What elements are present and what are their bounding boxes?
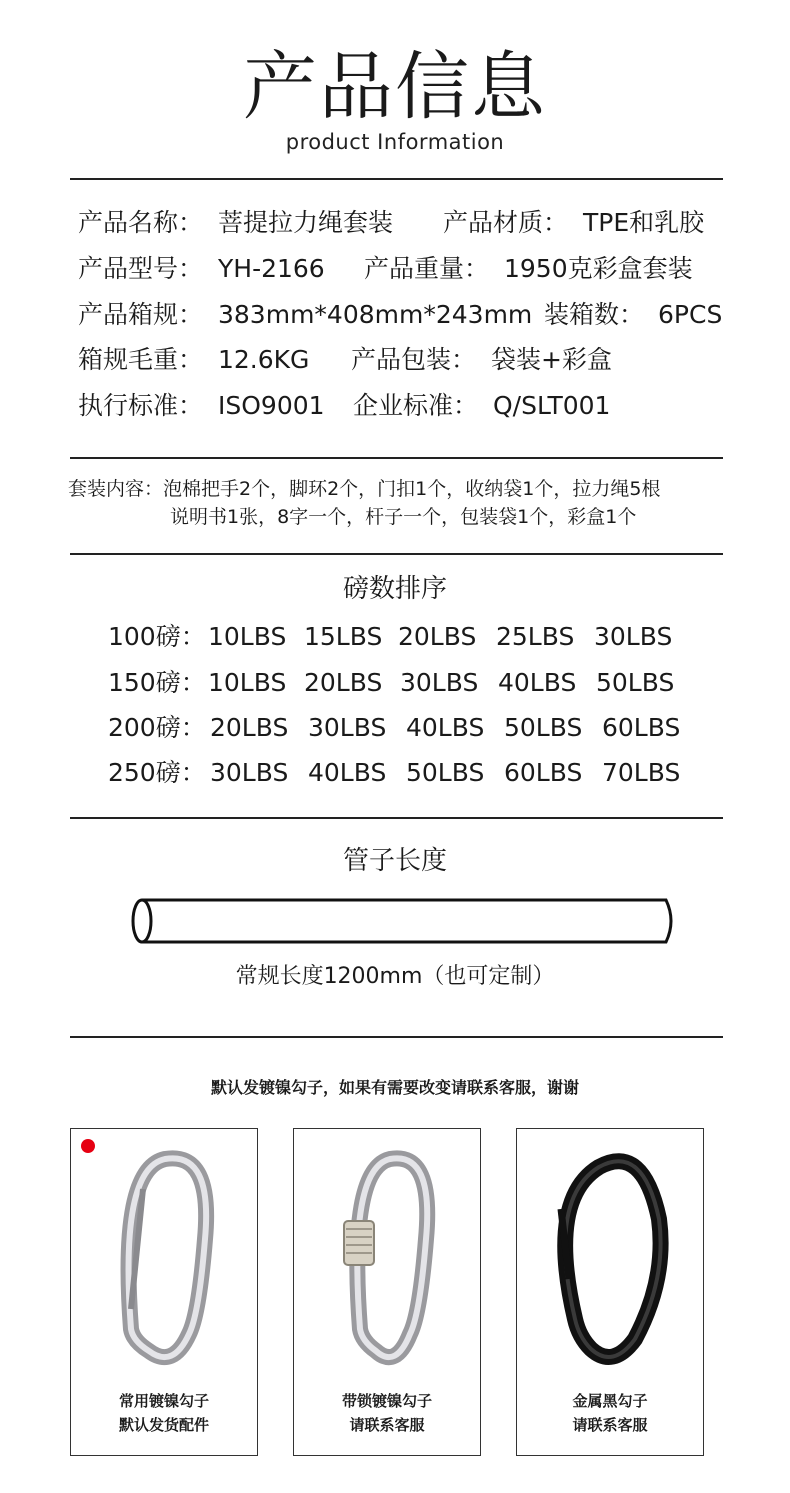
hook-name-line2: 请联系客服 <box>572 1416 648 1434</box>
weight-value: 20LBS <box>210 713 289 742</box>
hook-name-line1: 常用镀镍勾子 <box>118 1392 209 1410</box>
info-label: 箱规毛重： <box>78 345 204 374</box>
info-label: 产品包装： <box>351 345 477 374</box>
silver-carabiner-icon <box>71 1129 259 1379</box>
info-value: 菩提拉力绳套装 <box>218 208 394 237</box>
divider <box>70 457 723 459</box>
weight-label: 100磅： <box>108 622 206 651</box>
weight-value: 10LBS <box>208 622 287 651</box>
hook-card-locking[interactable] <box>293 1128 481 1456</box>
weight-value: 30LBS <box>308 713 387 742</box>
hook-name-line1: 金属黑勾子 <box>572 1392 648 1410</box>
weight-value: 50LBS <box>596 668 675 697</box>
weight-value: 50LBS <box>504 713 583 742</box>
weight-label: 250磅： <box>108 758 206 787</box>
weight-value: 50LBS <box>406 758 485 787</box>
weight-value: 20LBS <box>398 622 477 651</box>
info-value: TPE和乳胶 <box>583 208 705 237</box>
hook-name-line2: 默认发货配件 <box>118 1416 209 1434</box>
black-carabiner-icon <box>517 1129 705 1379</box>
weight-value: 10LBS <box>208 668 287 697</box>
page-title: 产品信息 <box>243 44 547 130</box>
info-value: 12.6KG <box>218 345 310 374</box>
info-value: 6PCS <box>658 300 723 329</box>
info-label: 产品名称： <box>78 208 204 237</box>
info-label: 装箱数： <box>544 300 645 329</box>
weight-value: 30LBS <box>594 622 673 651</box>
kit-contents-line2: 说明书1张，8字一个，杆子一个，包装袋1个，彩盒1个 <box>170 506 637 528</box>
info-value: Q/SLT001 <box>493 391 611 420</box>
weight-label: 200磅： <box>108 713 206 742</box>
hook-name-line2: 请联系客服 <box>349 1416 425 1434</box>
weight-value: 40LBS <box>406 713 485 742</box>
tube-title: 管子长度 <box>342 846 447 876</box>
divider <box>70 1036 723 1038</box>
info-value: 1950克彩盒套装 <box>504 254 693 283</box>
weight-value: 70LBS <box>602 758 681 787</box>
info-value: YH-2166 <box>218 254 325 283</box>
info-label: 产品箱规： <box>78 300 204 329</box>
tube-illustration <box>128 896 680 946</box>
locking-carabiner-icon <box>294 1129 482 1379</box>
hook-note: 默认发镀镍勾子，如果有需要改变请联系客服，谢谢 <box>210 1078 579 1097</box>
info-label: 产品重量： <box>364 254 490 283</box>
divider <box>70 178 723 180</box>
weight-value: 20LBS <box>304 668 383 697</box>
info-label: 产品材质： <box>443 208 569 237</box>
hook-name-line1: 带锁镀镍勾子 <box>341 1392 432 1410</box>
weight-value: 40LBS <box>308 758 387 787</box>
info-value: ISO9001 <box>218 391 325 420</box>
info-value: 383mm*408mm*243mm <box>218 300 533 329</box>
weight-value: 15LBS <box>304 622 383 651</box>
info-value: 袋装+彩盒 <box>491 345 612 374</box>
kit-contents-line1: 套装内容：泡棉把手2个，脚环2个，门扣1个，收纳袋1个，拉力绳5根 <box>68 478 661 500</box>
divider <box>70 817 723 819</box>
weight-value: 25LBS <box>496 622 575 651</box>
weight-value: 30LBS <box>400 668 479 697</box>
weight-value: 60LBS <box>504 758 583 787</box>
hook-card-black[interactable] <box>516 1128 704 1456</box>
weight-label: 150磅： <box>108 668 206 697</box>
tube-length-note: 常规长度1200mm（也可定制） <box>235 964 555 989</box>
info-label: 企业标准： <box>353 391 479 420</box>
info-label: 执行标准： <box>78 391 204 420</box>
divider <box>70 553 723 555</box>
info-label: 产品型号： <box>78 254 204 283</box>
hook-card-standard[interactable] <box>70 1128 258 1456</box>
weight-value: 30LBS <box>210 758 289 787</box>
weight-value: 40LBS <box>498 668 577 697</box>
page-subtitle: product Information <box>285 130 505 154</box>
weights-title: 磅数排序 <box>342 574 447 604</box>
weight-value: 60LBS <box>602 713 681 742</box>
